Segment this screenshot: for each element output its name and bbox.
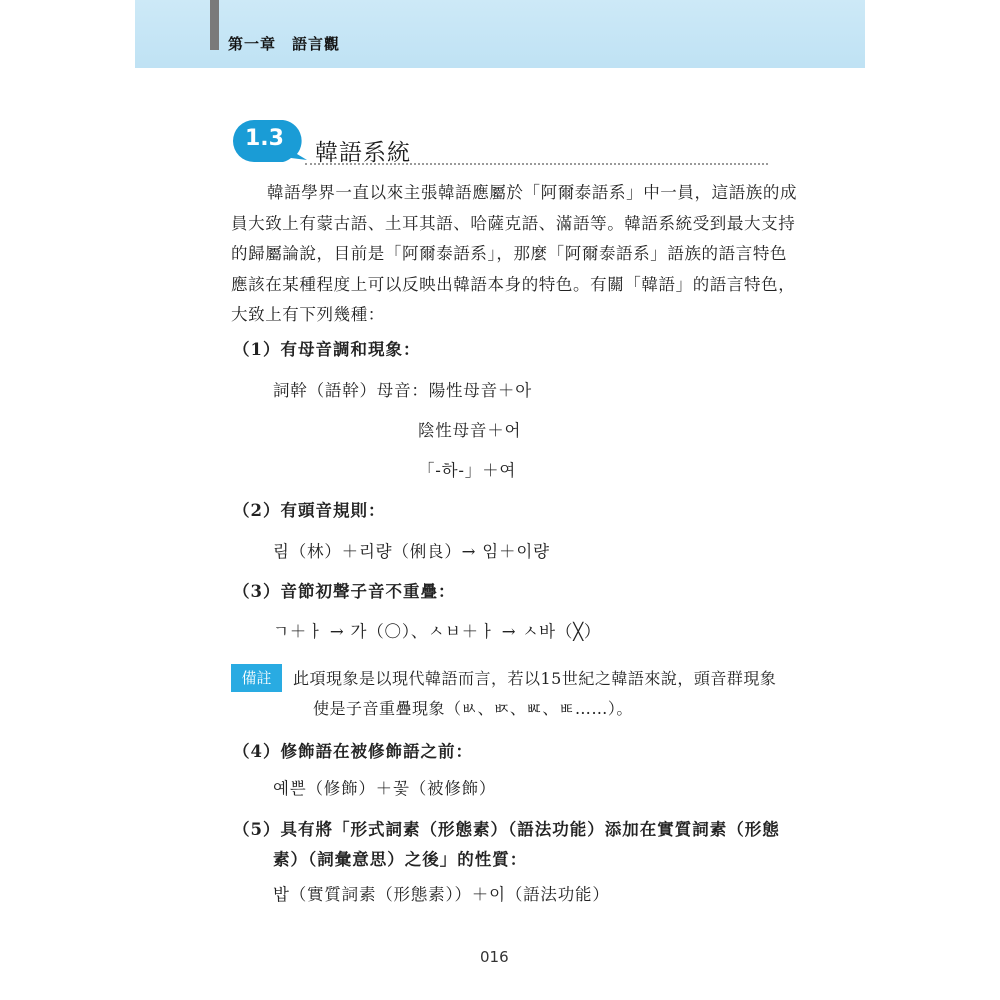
intro-paragraph bbox=[231, 178, 798, 331]
intro-line-1: 韓語學界一直以來主張韓語應屬於「阿爾泰語系」中一員，這語族的成 bbox=[267, 183, 798, 202]
intro-line-5: 大致上有下列幾種： bbox=[231, 305, 385, 324]
item-4-heading: （4）修飾語在被修飾語之前： bbox=[233, 742, 473, 761]
item-2-heading: （2）有頭音規則： bbox=[233, 501, 386, 520]
item-1-example-3: 「-하-」＋여 bbox=[418, 461, 517, 480]
item-4-example: 예쁜（修飾）＋꽃（被修飾） bbox=[273, 779, 497, 798]
intro-line-2: 員大致上有蒙古語、土耳其語、哈薩克語、滿語等。韓語系統受到最大支持 bbox=[231, 213, 796, 233]
item-3-heading: （3）音節初聲子音不重疊： bbox=[233, 582, 456, 601]
page-number: 016 bbox=[480, 948, 509, 966]
intro-line-4: 應該在某種程度上可以反映出韓語本身的特色。有關「韓語」的語言特色， bbox=[231, 274, 796, 294]
section-number: 1.3 bbox=[245, 126, 284, 151]
item-5-example: 밥（實質詞素（形態素））＋이（語法功能） bbox=[273, 885, 610, 904]
note-line-1: 此項現象是以現代韓語而言，若以15世紀之韓語來說，頭音群現象 bbox=[293, 669, 777, 688]
intro-line-3: 的歸屬論說，目前是「阿爾泰語系」，那麼「阿爾泰語系」語族的語言特色 bbox=[231, 244, 788, 263]
item-1-heading: （1）有母音調和現象： bbox=[233, 340, 421, 359]
item-1-example-2: 陰性母音＋어 bbox=[418, 421, 522, 440]
item-5-heading-line-2: 素）（詞彙意思）之後」的性質： bbox=[273, 850, 528, 869]
item-3-example: ㄱ＋ㅏ → 가（〇）、ㅅㅂ＋ㅏ → ㅅ바（╳） bbox=[273, 622, 602, 641]
note-label: 備註 bbox=[231, 664, 282, 692]
section-divider bbox=[305, 163, 768, 165]
item-2-example: 림（林）＋리량（俐良）→ 임＋이량 bbox=[273, 542, 550, 561]
section-title: 韓語系統 bbox=[315, 140, 411, 166]
item-1-example-1: 詞幹（語幹）母音：陽性母音＋아 bbox=[273, 381, 532, 400]
note-text bbox=[293, 664, 777, 724]
header-accent-bar bbox=[210, 0, 219, 50]
item-5-heading-line-1: （5）具有將「形式詞素（形態素）（語法功能）添加在實質詞素（形態 bbox=[233, 820, 780, 839]
chapter-title: 第一章 語言觀 bbox=[228, 35, 341, 53]
note-line-2: 使是子音重疊現象（ㅄ、ㅶ、ㅵ、ㅷ……）。 bbox=[313, 699, 633, 718]
